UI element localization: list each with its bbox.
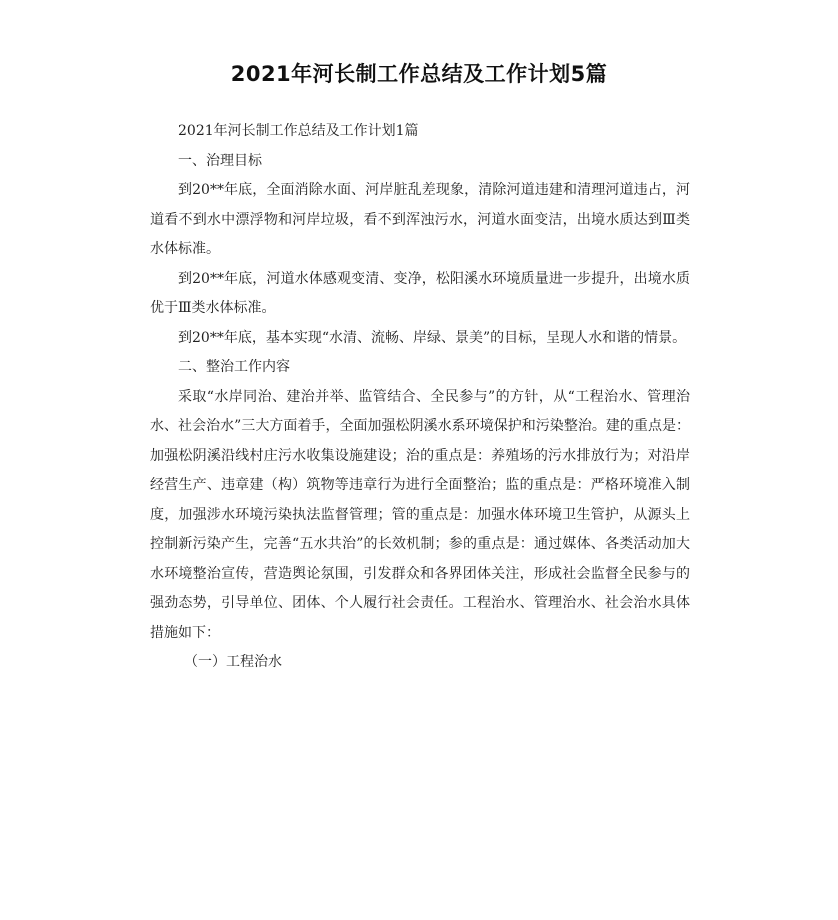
document-title: 2021年河长制工作总结及工作计划5篇 (230, 62, 608, 86)
heading-governance-goals: 一、治理目标 (178, 152, 262, 169)
paragraph: 采取“水岸同治、建治并举、监管结合、全民参与”的方针，从“工程治水、管理治水、社会治水”三大方面着手，全面加强松阴溪水系环境保护和污染整治。建的重点是：加强松阴溪沿线村庄污水收集设施建设；治的重点是：养殖场的污水排放行为；对沿岸经营生产、违章建（构）筑物等违章行为进行全面整治；监的重点是：严格环境准入制度，加强涉水环境污染执法监督管理；管的重点是：加强水体环境卫生管护，从源头上控制新污染产生，完善“五水共治”的长效机制；参的重点是：通过媒体、各类活动加大水环境整治宣传，营造舆论氛围，引发群众和各界团体关注，形成社会监督全民参与的强劲态势，引导单位、团体、个人履行社会责任。工程治水、管理治水、社会治水具体措施如下： (150, 388, 690, 641)
paragraph: 到20**年底，全面消除水面、河岸脏乱差现象，清除河道违建和清理河道违占，河道看不到水中漂浮物和河岸垃圾，看不到浑浊污水，河道水面变洁，出境水质达到Ⅲ类水体标准。 (150, 182, 690, 257)
paragraph: 到20**年底，基本实现“水清、流畅、岸绿、景美”的目标，呈现人水和谐的情景。 (178, 329, 687, 346)
document-body (150, 117, 690, 678)
heading-work-content: 二、整治工作内容 (178, 359, 290, 375)
section-title: 2021年河长制工作总结及工作计划1篇 (178, 123, 419, 139)
subheading-engineering: （一）工程治水 (184, 654, 282, 670)
paragraph: 到20**年底，河道水体感观变清、变净，松阳溪水环境质量进一步提升，出境水质优于Ⅲ类水体标准。 (150, 270, 690, 316)
